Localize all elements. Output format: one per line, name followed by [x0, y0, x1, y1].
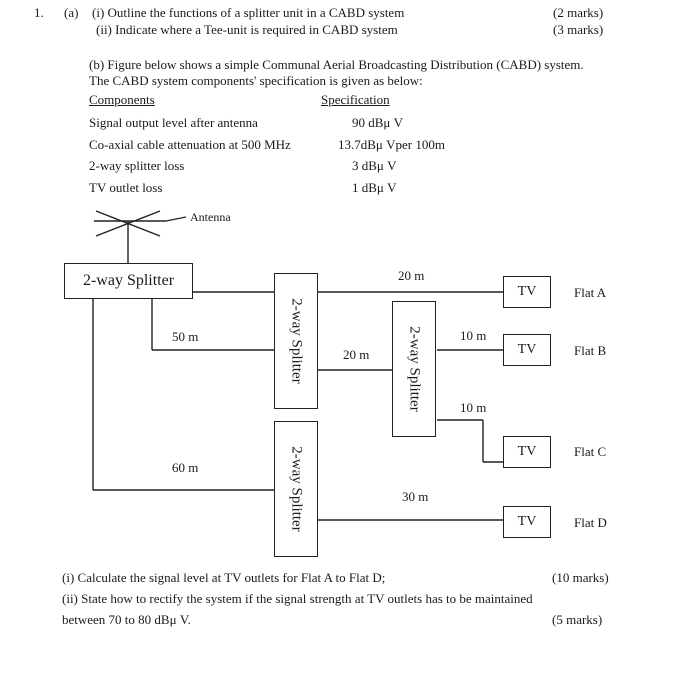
sub-question-i: (i) Calculate the signal level at TV outlets for Flat A to Flat D; [62, 570, 386, 585]
antenna-label: Antenna [190, 210, 231, 224]
question-b-line2: The CABD system components' specification is given as below: [89, 73, 423, 88]
flat-c-label: Flat C [574, 444, 607, 459]
flat-d-label: Flat D [574, 515, 607, 530]
splitter-left-top-label: 2-way Splitter [288, 298, 305, 384]
component-row: Signal output level after antenna [89, 115, 258, 130]
flat-a-label: Flat A [574, 285, 607, 300]
component-row: 2-way splitter loss [89, 158, 185, 173]
component-row: TV outlet loss [89, 180, 163, 195]
tv-label: TV [517, 342, 537, 357]
splitter-middle-label: 2-way Splitter [406, 326, 423, 412]
length-top: 20 m [398, 268, 425, 283]
question-a-ii: (ii) Indicate where a Tee-unit is required in CABD system [96, 22, 398, 37]
tv-outlet-d [503, 506, 551, 538]
spec-row: 1 dBμ V [352, 180, 397, 195]
length-bottom: 30 m [402, 489, 429, 504]
tv-outlet-a [503, 276, 551, 308]
header-components: Components [89, 92, 155, 107]
length-left-top: 50 m [172, 329, 199, 344]
spec-row: 3 dBμ V [352, 158, 397, 173]
main-splitter [64, 263, 193, 299]
header-specification: Specification [321, 92, 390, 107]
tv-label: TV [517, 514, 537, 529]
component-row: Co-axial cable attenuation at 500 MHz [89, 137, 291, 152]
spec-row: 13.7dBμ Vper 100m [338, 137, 445, 152]
marks-sub-ii: (5 marks) [552, 612, 603, 627]
part-a-label: (a) [64, 5, 79, 20]
sub-question-ii-line1: (ii) State how to rectify the system if the signal strength at TV outlets has to be maintained [62, 591, 533, 606]
tv-outlet-c [503, 436, 551, 468]
length-mid-right-bottom: 10 m [460, 400, 487, 415]
length-left-bottom: 60 m [172, 460, 199, 475]
splitter-left-bottom-label: 2-way Splitter [288, 446, 305, 532]
length-mid-left: 20 m [343, 347, 370, 362]
antenna-icon [94, 211, 186, 263]
marks-a-ii: (3 marks) [553, 22, 604, 37]
question-a-i: (i) Outline the functions of a splitter unit in a CABD system [92, 5, 405, 20]
tv-outlet-b [503, 334, 551, 366]
main-splitter-label: 2-way Splitter [82, 272, 175, 289]
tv-label: TV [517, 444, 537, 459]
tv-label: TV [517, 284, 537, 299]
splitter-left-bottom [274, 421, 318, 557]
splitter-middle [392, 301, 436, 437]
spec-row: 90 dBμ V [352, 115, 404, 130]
sub-question-ii-line2: between 70 to 80 dBμ V. [62, 612, 191, 627]
length-mid-right-top: 10 m [460, 328, 487, 343]
marks-sub-i: (10 marks) [552, 570, 609, 585]
flat-b-label: Flat B [574, 343, 607, 358]
marks-a-i: (2 marks) [553, 5, 604, 20]
question-number: 1. [34, 5, 44, 20]
question-b-line1: (b) Figure below shows a simple Communal Aerial Broadcasting Distribution (CABD) system. [89, 57, 584, 72]
splitter-left-top [274, 273, 318, 409]
